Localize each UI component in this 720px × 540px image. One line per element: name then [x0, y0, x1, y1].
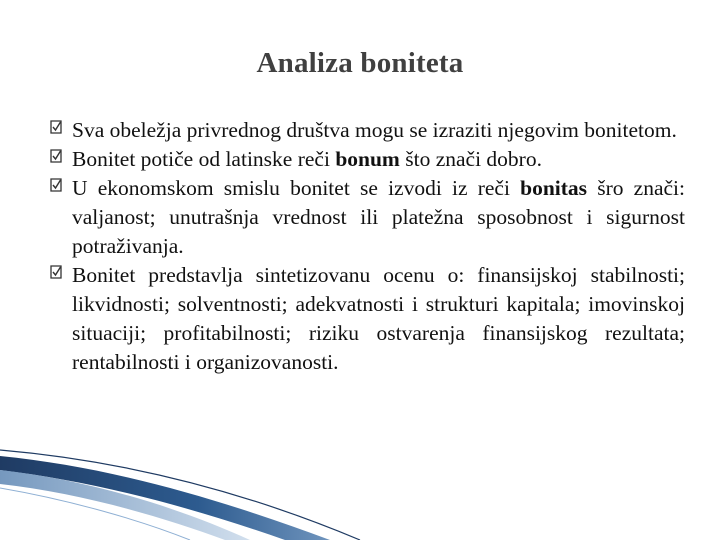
bullet-text-1: Sva obeležja privrednog društva mogu se izraziti njegovim bonitetom.: [72, 118, 677, 142]
decorative-swoosh: [0, 448, 720, 540]
bullet-text-2: [72, 145, 685, 174]
bullet-text-4: Bonitet predstavlja sintetizovanu ocenu o: finansijskoj stabilnosti; likvidnosti; solventnosti; adekvatnosti i strukturi kapitala; imovinskoj situaciji; profitabilnosti; riziku ostvarenja finansijskog rezultata; rentabilnosti i organizovanosti.: [72, 263, 685, 374]
bullet-text-3-bold: bonitas: [520, 176, 588, 200]
checkbox-bullet-icon: [50, 178, 62, 192]
bullet-text-2-pre: Bonitet potiče od latinske reči: [72, 147, 336, 171]
bullet-text-3: [72, 174, 685, 261]
checkbox-bullet-icon: [50, 149, 62, 163]
slide-title: Analiza boniteta: [256, 47, 464, 79]
bullet-item-2: [50, 145, 685, 174]
bullet-text-3-pre: U ekonomskom smislu bonitet se izvodi iz reči: [72, 176, 521, 200]
bullet-text-2-bold: bonum: [335, 147, 400, 171]
bullet-item-1: [50, 116, 685, 145]
checkbox-bullet-icon: [50, 265, 62, 279]
bullet-text-2-post: što znači dobro.: [399, 147, 542, 171]
checkbox-bullet-icon: [50, 120, 62, 134]
bullet-item-4: [50, 261, 685, 377]
bullet-item-3: [50, 174, 685, 261]
bullet-list: [50, 116, 685, 377]
bullet-text-3-post: šro znači: valjanost; unutrašnja vrednost ili platežna sposobnost i sigurnost potraživanja.: [72, 176, 685, 258]
